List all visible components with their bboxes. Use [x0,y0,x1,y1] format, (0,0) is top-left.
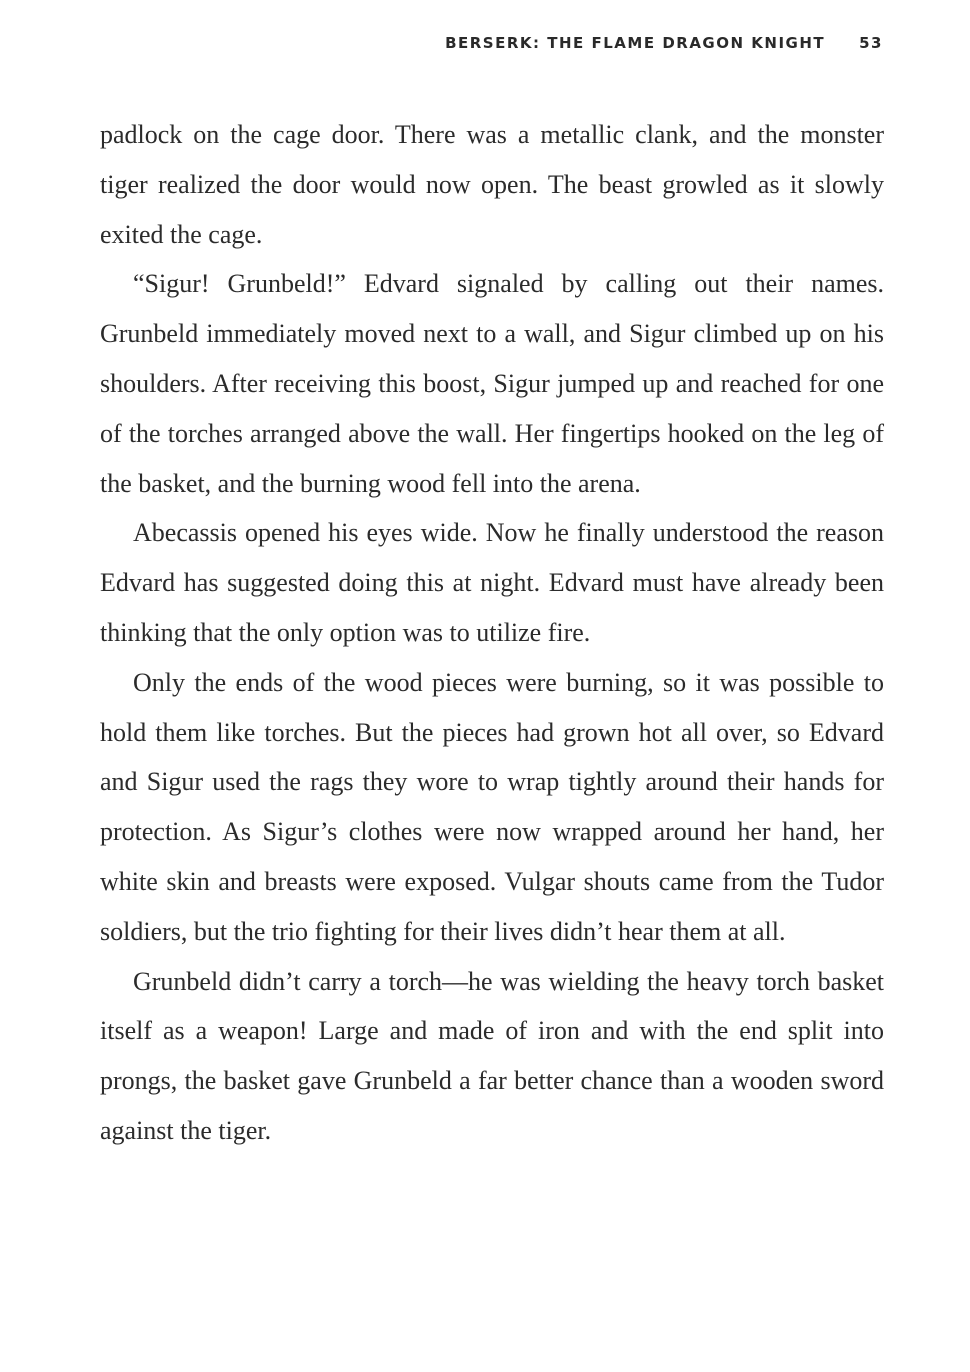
paragraph: Grunbeld didn’t carry a torch—he was wielding the heavy torch basket itself as a weapon! Large and made of iron and with the end split into prongs, the basket gave Grunbeld a far better chance than a wooden sword against the tiger. [100,966,884,1145]
paragraph-continued: padlock on the cage door. There was a metallic clank, and the monster tiger realized the door would now open. The beast growled as it slowly exited the cage. [100,120,884,249]
paragraph: “Sigur! Grunbeld!” Edvard signaled by calling out their names. Grunbeld immediately moved next to a wall, and Sigur climbed up on his shoulders. After receiving this boost, Sigur jumped up and reached for one of the torches arranged above the wall. Her fingertips hooked on the leg of the basket, and the burning wood fell into the arena. [100,269,884,498]
paragraph: Abecassis opened his eyes wide. Now he finally understood the reason Edvard has suggested doing this at night. Edvard must have already been thinking that the only option was to utilize fire. [100,518,884,647]
running-head [445,34,883,52]
page-number: 53 [859,34,883,52]
body-text [100,110,884,1156]
paragraph: Only the ends of the wood pieces were burning, so it was possible to hold them like torches. But the pieces had grown hot all over, so Edvard and Sigur used the rags they wore to wrap tightly around their hands for protection. As Sigur’s clothes were now wrapped around her hand, her white skin and breasts were exposed. Vulgar shouts came from the Tudor soldiers, but the trio fighting for their lives didn’t hear them at all. [100,667,884,946]
book-title: BERSERK: THE FLAME DRAGON KNIGHT [445,34,826,52]
